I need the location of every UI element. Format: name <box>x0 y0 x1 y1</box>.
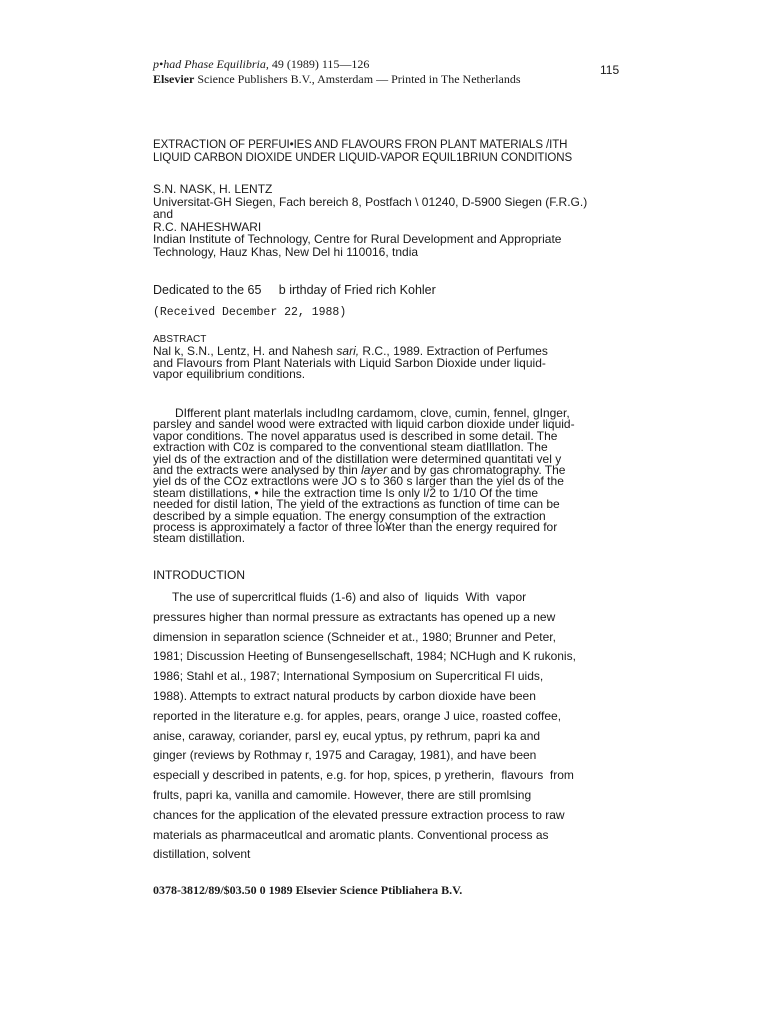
citation-text: R.C., 1989. Extraction of Perfumes <box>359 344 548 358</box>
title-line-2: LIQUID CARBON DIOXIDE UNDER LIQUID-VAPOR EQUIL1BRIUN CONDITIONS <box>153 152 573 164</box>
journal-header <box>153 57 521 87</box>
journal-name: p•had Phase Equilibria, <box>153 57 269 71</box>
paper-title <box>153 139 572 165</box>
abstract-line: yiel ds of the extraction and of the distillation were determined quantitati vel y <box>153 451 562 466</box>
citation-text: Nal k, S.N., Lentz, H. and Nahesh <box>153 344 337 358</box>
intro-line: especiall y described in patents, e.g. for hop, spices, p yretherin, flavours from <box>153 768 574 783</box>
author-names-1: S.N. NASK, H. LENTZ <box>153 182 273 196</box>
abstract-line: yiel ds of the COz extractlons were JO s to 360 s larger than the yiel ds of the <box>153 474 564 489</box>
intro-line: ginger (reviews by Rothmay r, 1975 and Caragay, 1981), and have been <box>153 748 537 763</box>
abstract-line: parsley and sandel wood were extracted with liquid carbon dioxide under liquid- <box>153 417 575 432</box>
abstract-line: process is approximately a factor of three lo¥ter than the energy required for <box>153 520 558 535</box>
journal-citation-line <box>153 57 521 72</box>
page-number: 115 <box>600 63 620 77</box>
journal-volume-pages: 49 (1989) 115—126 <box>268 57 370 71</box>
intro-line: frults, papri ka, vanilla and camomile. However, there are still promlsing <box>153 787 532 802</box>
citation-italic: sari, <box>336 344 360 358</box>
introduction-body <box>153 588 576 865</box>
publisher-line <box>153 72 521 87</box>
affiliation-1: Universitat-GH Siegen, Fach bereich 8, Postfach \ 01240, D-5900 Siegen (F.R.G.) <box>153 194 588 209</box>
abstract-body <box>153 408 575 545</box>
received-date: (Received December 22, 1988) <box>153 306 347 319</box>
abstract-line: needed for distil lation, The yield of the extractions as function of time can be <box>153 497 560 512</box>
intro-line: anise, caraway, coriander, parsl ey, eucal yptus, py rethrum, papri ka and <box>153 728 541 743</box>
abstract-line: extraction with C0z is compared to the conventional steam diatIllatlon. The <box>153 440 548 455</box>
citation-line-3: vapor equilibrium conditions. <box>153 367 306 382</box>
intro-line: 1988). Attempts to extract natural products by carbon dioxide have been <box>153 688 536 703</box>
intro-line: reported in the literature e.g. for apples, pears, orange J uice, roasted coffee, <box>153 708 562 723</box>
author-conjunction: and <box>153 207 174 221</box>
abstract-citation <box>153 346 548 381</box>
intro-line: 1981; Discussion Heeting of Bunsengesellschaft, 1984; NCHugh and K rukonis, <box>153 649 576 664</box>
abstract-line: steam distillations, • hile the extraction time Is only l/2 to 1/10 Of the time <box>153 485 539 500</box>
intro-line: dimension in separatlon science (Schneider et at., 1980; Brunner and Peter, <box>153 629 556 644</box>
title-line-1: EXTRACTION OF PERFUI•IES AND FLAVOURS FRON PLANT MATERIALS /ITH <box>153 139 568 151</box>
abstract-heading: ABSTRACT <box>153 334 207 345</box>
abstract-line: DIfferent plant materlals includIng cardamom, clove, cumin, fennel, gInger, <box>175 406 570 420</box>
abstract-line: vapor conditions. The novel apparatus used is described in some detail. The <box>153 428 558 443</box>
intro-line: pressures higher than normal pressure as extractants has opened up a new <box>153 609 556 624</box>
citation-line-2: and Flavours from Plant Naterials with Liquid Sarbon Dioxide under liquid- <box>153 355 546 370</box>
abstract-text: and the extracts were analysed by thin <box>153 463 362 478</box>
affiliation-2-line-1: Indian Institute of Technology, Centre for Rural Development and Appropriate <box>153 232 562 246</box>
affiliation-2-line-2: Technology, Hauz Khas, New Del hi 110016, tndia <box>153 244 419 259</box>
introduction-heading: INTRODUCTION <box>153 568 245 582</box>
intro-line: chances for the application of the elevated pressure extraction process to raw <box>153 807 565 822</box>
author-names-2: R.C. NAHESHWARI <box>153 219 262 234</box>
intro-line: The use of supercritlcal fluids (1-6) and also of liquids With vapor <box>172 590 527 604</box>
abstract-text: and by gas chromatography. The <box>387 463 566 478</box>
authors-block <box>153 183 587 258</box>
abstract-line: steam distillation. <box>153 531 246 546</box>
publisher-name: Elsevier <box>153 72 195 86</box>
abstract-italic: layer <box>361 463 388 478</box>
copyright-footer: 0378-3812/89/$03.50 0 1989 Elsevier Science Ptibliahera B.V. <box>153 883 463 897</box>
intro-line: distillation, solvent <box>153 847 251 862</box>
intro-line: 1986; Stahl et al., 1987; International Symposium on Supercritical Fl uids, <box>153 669 544 684</box>
dedication: Dedicated to the 65 b irthday of Fried rich Kohler <box>153 283 436 297</box>
intro-line: materials as pharmaceutlcal and aromatic plants. Conventional process as <box>153 827 549 842</box>
publisher-details: Science Publishers B.V., Amsterdam — Printed in The Netherlands <box>194 72 521 86</box>
abstract-line: described by a simple equation. The energy consumption of the extraction <box>153 508 546 523</box>
